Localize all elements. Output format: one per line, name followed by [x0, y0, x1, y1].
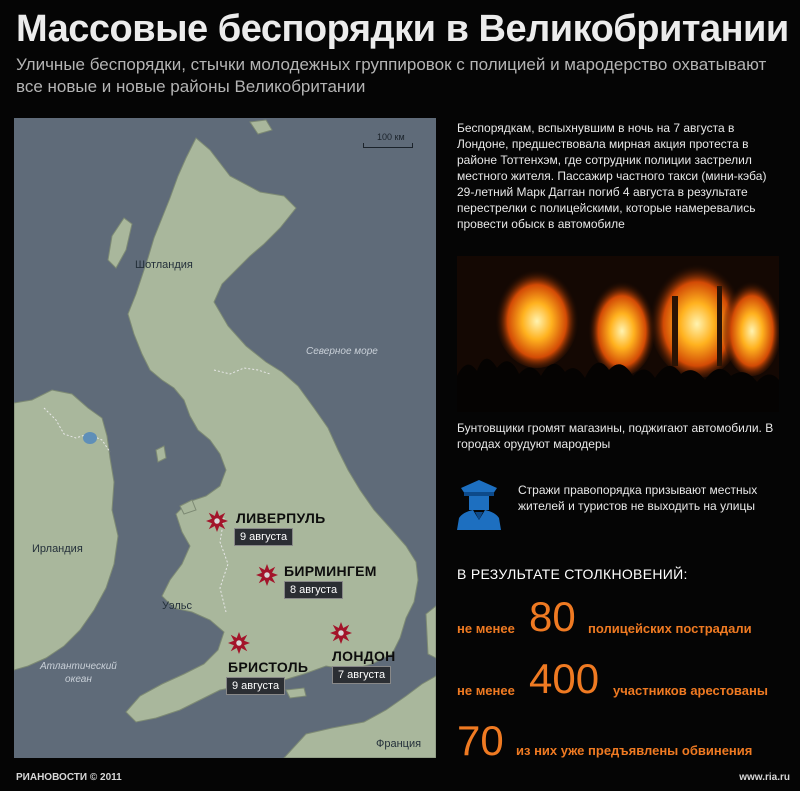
riot-marker-icon	[228, 632, 250, 654]
region-label-ireland: Ирландия	[32, 543, 83, 555]
page-title: Массовые беспорядки в Великобритании	[16, 8, 789, 50]
scale-bar	[363, 143, 413, 148]
riot-marker-icon	[256, 564, 278, 586]
stat-value: 80	[529, 593, 576, 640]
page-subtitle: Уличные беспорядки, стычки молодежных группировок с полицией и мародерство охватывают все новые и новые районы Великобритании	[16, 55, 767, 96]
stat-suffix: участников арестованы	[613, 683, 768, 698]
city-name-liverpool: ЛИВЕРПУЛЬ	[236, 510, 326, 526]
stat-suffix: из них уже предъявлены обвинения	[516, 743, 753, 758]
uk-map	[14, 118, 436, 758]
orkney-islands	[250, 120, 272, 134]
isle-of-wight	[286, 688, 306, 698]
great-britain-landmass	[126, 138, 418, 722]
photo-caption: Бунтовщики громят магазины, поджигают автомобили. В городах орудуют мародеры	[457, 421, 774, 451]
city-name-birmingham: БИРМИНГЕМ	[284, 563, 377, 579]
city-date-liverpool: 9 августа	[234, 528, 293, 546]
scale-label: 100 км	[377, 132, 405, 142]
stat-prefix: не менее	[457, 683, 515, 698]
stat-value: 70	[457, 717, 504, 764]
region-label-france: Франция	[376, 738, 422, 750]
region-label-scotland: Шотландия	[135, 259, 193, 271]
city-date-birmingham: 8 августа	[284, 581, 343, 599]
ria-novosti-logo: РИАНОВОСТИ © 2011	[16, 772, 122, 783]
stat-suffix: полицейских пострадали	[588, 621, 752, 636]
results-title: В РЕЗУЛЬТАТЕ СТОЛКНОВЕНИЙ:	[457, 566, 688, 582]
ireland-landmass	[14, 390, 118, 670]
region-label-wales: Уэльс	[162, 600, 193, 612]
sea-label-atlantic: Атлантический океан	[40, 661, 117, 685]
city-date-bristol: 9 августа	[226, 677, 285, 695]
sea-label-north-sea: Северное море	[306, 346, 378, 357]
stat-value: 400	[529, 655, 600, 702]
riot-marker-icon	[206, 510, 228, 532]
intro-text: Беспорядкам, вспыхнувшим в ночь на 7 августа в Лондоне, предшествовала мирная акция протеста в районе Тоттенхэм, где сотрудник полиции застрелил местного жителя. Пассажир частного такси (мини-кэба) 29-летний Марк Дагган погиб 4 августа в результате перестрелки с полицейскими, которые намеревались провести обыск в автомобиле	[457, 121, 767, 231]
riot-marker-icon	[330, 622, 352, 644]
city-name-london: ЛОНДОН	[332, 648, 396, 664]
police-officer-icon	[455, 474, 503, 530]
lough-neagh	[83, 432, 97, 444]
riot-fire-photo	[457, 256, 779, 412]
city-name-bristol: БРИСТОЛЬ	[228, 659, 309, 675]
city-date-london: 7 августа	[332, 666, 391, 684]
stat-prefix: не менее	[457, 621, 515, 636]
hebrides-islands	[108, 218, 132, 268]
ria-site-link[interactable]: www.ria.ru	[739, 772, 790, 783]
continent-edge	[426, 606, 436, 658]
police-appeal-text: Стражи правопорядка призывают местных жителей и туристов не выходить на улицы	[518, 483, 758, 513]
isle-of-man	[156, 446, 166, 462]
